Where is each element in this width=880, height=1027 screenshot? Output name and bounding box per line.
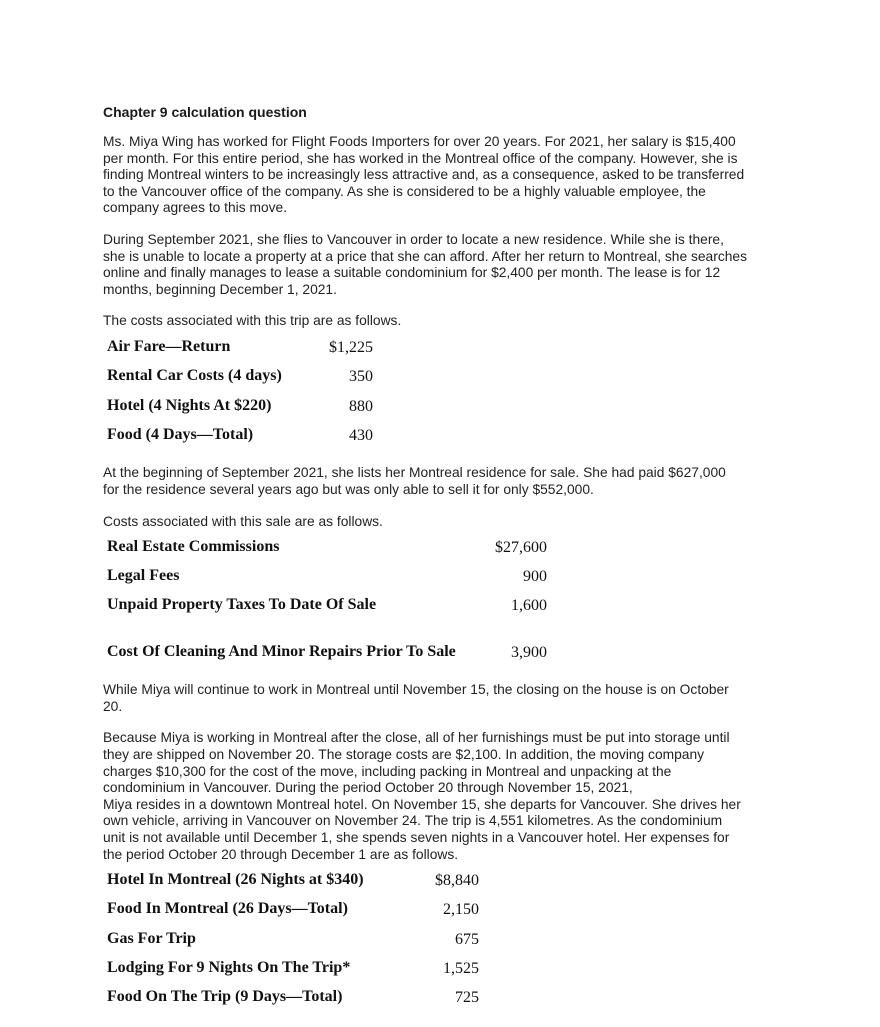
table-row — [107, 557, 547, 586]
cost-label: Legal Fees — [107, 567, 180, 585]
cost-value: $27,600 — [495, 539, 547, 557]
paragraph-house-sale: At the beginning of September 2021, she lists her Montreal residence for sale. She had paid $627,000 for the residence several years ago but was only able to sell it for only $552,000. — [103, 465, 726, 498]
cost-value: 725 — [455, 988, 479, 1006]
cost-value: 430 — [349, 427, 373, 445]
cost-label: Food (4 Days—Total) — [107, 426, 254, 444]
paragraph-move: Because Miya is working in Montreal after the close, all of her furnishings must be put into storage until they are shipped on November 20. The storage costs are $2,100. In addition, the moving company charges $10,300 for the cost of the move, including packing in Montreal and unpacking at the condominium in Vancouver. During the period October 20 through November 15, 2021, Miya resides in a downtown Montreal hotel. On November 15, she departs for Vancouver. She drives her own vehicle, arriving in Vancouver on November 24. The trip is 4,551 kilometres. As the condominium unit is not available until December 1, she spends seven nights in a Vancouver hotel. Her expenses for the period October 20 through December 1 are as follows. — [103, 730, 741, 862]
cost-label: Lodging For 9 Nights On The Trip* — [107, 958, 351, 976]
table-row — [107, 890, 479, 919]
cost-value: $8,840 — [435, 872, 479, 890]
table-row — [107, 416, 373, 446]
cost-label: Rental Car Costs (4 days) — [107, 367, 282, 385]
paragraph-closing: While Miya will continue to work in Montreal until November 15, the closing on the house is on October 20. — [103, 682, 729, 714]
cost-value: 2,150 — [443, 901, 479, 919]
paragraph-intro: Ms. Miya Wing has worked for Flight Foods Importers for over 20 years. For 2021, her salary is $15,400 per month. For this entire period, she has worked in the Montreal office of the company. However, she is finding Montreal winters to be increasingly less attractive and, as a consequence, asked to be transferred to the Vancouver office of the company. As she is considered to be a highly valuable employee, the company agrees to this move. — [103, 134, 745, 216]
table-row — [107, 949, 479, 978]
table-row — [107, 335, 373, 357]
cost-value: 1,525 — [443, 959, 479, 977]
cost-value: 1,600 — [511, 597, 547, 615]
move-costs-table — [107, 868, 479, 1007]
cost-label: Hotel (4 Nights At $220) — [107, 396, 272, 414]
cost-value: 900 — [523, 568, 547, 586]
table-row — [107, 978, 479, 1007]
cost-value: 3,900 — [511, 644, 547, 662]
trip-costs-intro: The costs associated with this trip are as follows. — [103, 313, 402, 329]
cost-label: Gas For Trip — [107, 929, 196, 947]
cost-label: Food In Montreal (26 Days—Total) — [107, 900, 348, 918]
table-row — [107, 386, 373, 416]
table-row — [107, 919, 479, 948]
paragraph-september-trip: During September 2021, she flies to Vancouver in order to locate a new residence. While she is there, she is unable to locate a property at a price that she can afford. After her return to Montreal, she searches online and finally manages to lease a suitable condominium for $2,400 per month. The lease is for 12 months, beginning December 1, 2021. — [103, 231, 747, 297]
cost-label: Air Fare—Return — [107, 337, 231, 355]
sale-costs-intro: Costs associated with this sale are as follows. — [103, 513, 383, 529]
table-row — [107, 535, 547, 557]
cost-label: Cost Of Cleaning And Minor Repairs Prior To Sale — [107, 643, 456, 661]
table-row — [107, 615, 547, 662]
sale-costs-table — [107, 535, 547, 662]
table-row — [107, 868, 479, 890]
cost-label: Real Estate Commissions — [107, 538, 280, 556]
table-row — [107, 357, 373, 387]
document-title: Chapter 9 calculation question — [103, 104, 307, 120]
document-page — [103, 104, 783, 1027]
cost-value: 350 — [349, 368, 373, 386]
cost-label: Hotel In Montreal (26 Nights at $340) — [107, 871, 364, 889]
cost-label: Unpaid Property Taxes To Date Of Sale — [107, 596, 377, 614]
cost-value: 880 — [349, 397, 373, 415]
trip-costs-table — [107, 335, 373, 446]
cost-value: 675 — [455, 930, 479, 948]
cost-label: Food On The Trip (9 Days—Total) — [107, 987, 343, 1005]
cost-value: $1,225 — [329, 338, 373, 356]
table-row — [107, 586, 547, 615]
